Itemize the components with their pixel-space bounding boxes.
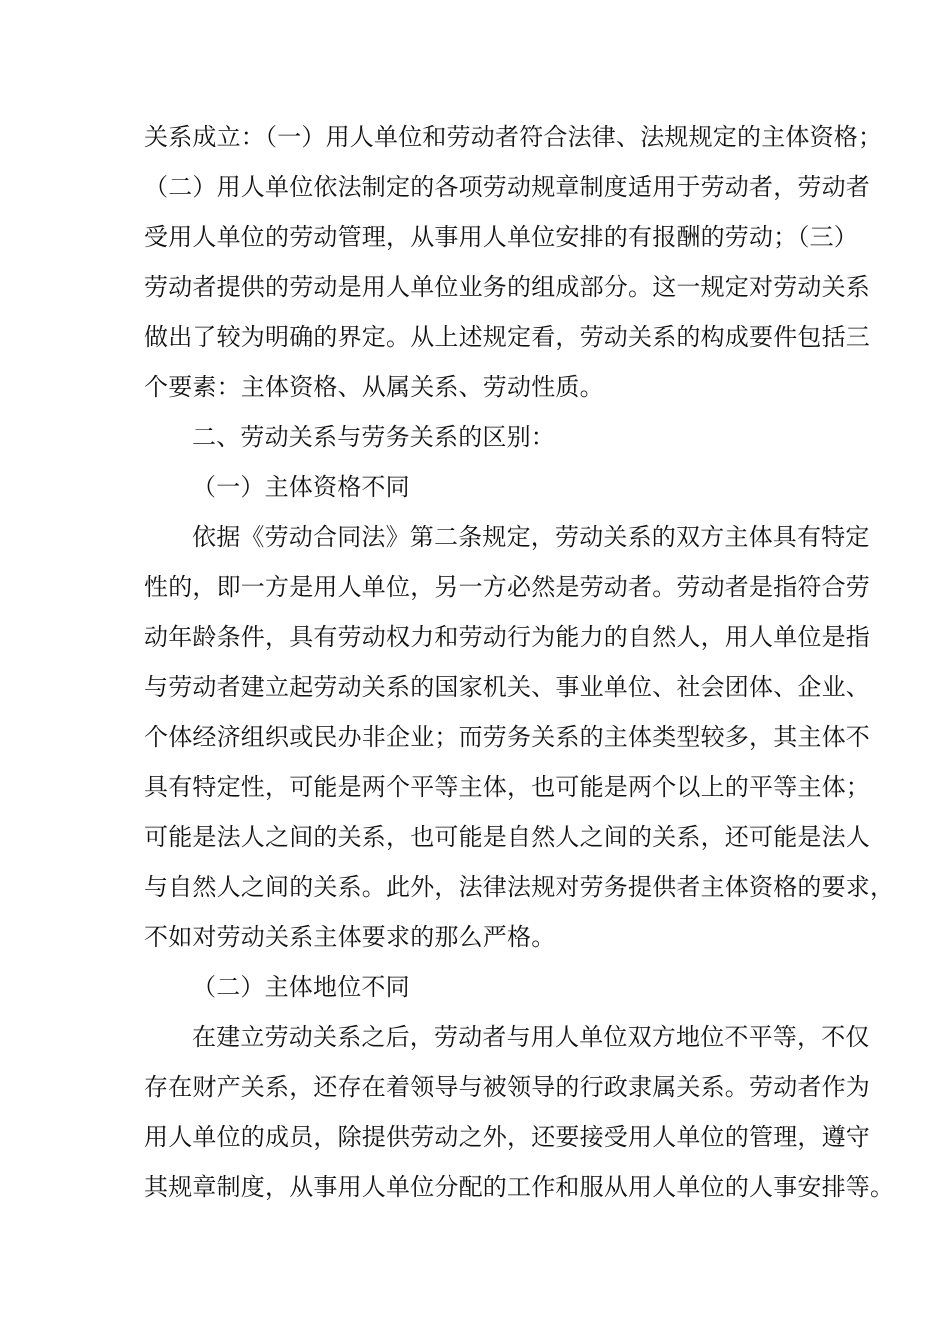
section-heading: 二、劳动关系与劳务关系的区别： (192, 423, 555, 451)
paragraph-line: 受用人单位的劳动管理，从事用人单位安排的有报酬的劳动；（三） (144, 223, 858, 251)
subsection-heading: （一）主体资格不同 (192, 473, 410, 501)
paragraph-line: 做出了较为明确的界定。从上述规定看，劳动关系的构成要件包括三 (144, 323, 870, 351)
paragraph-line: 与自然人之间的关系。此外，法律法规对劳务提供者主体资格的要求， (144, 873, 895, 901)
paragraph-line: 存在财产关系，还存在着领导与被领导的行政隶属关系。劳动者作为 (144, 1073, 870, 1101)
paragraph-line: 个要素：主体资格、从属关系、劳动性质。 (144, 373, 604, 401)
paragraph-line: 依据《劳动合同法》第二条规定，劳动关系的双方主体具有特定 (192, 523, 870, 551)
paragraph-line: 用人单位的成员，除提供劳动之外，还要接受用人单位的管理，遵守 (144, 1123, 870, 1151)
paragraph-line: 动年龄条件，具有劳动权力和劳动行为能力的自然人，用人单位是指 (144, 623, 870, 651)
paragraph-line: 可能是法人之间的关系，也可能是自然人之间的关系，还可能是法人 (144, 823, 870, 851)
paragraph-line: 劳动者提供的劳动是用人单位业务的组成部分。这一规定对劳动关系 (144, 273, 870, 301)
paragraph-line: 与劳动者建立起劳动关系的国家机关、事业单位、社会团体、企业、 (144, 673, 870, 701)
paragraph-line: 性的，即一方是用人单位，另一方必然是劳动者。劳动者是指符合劳 (144, 573, 870, 601)
paragraph-line: 在建立劳动关系之后，劳动者与用人单位双方地位不平等，不仅 (192, 1023, 870, 1051)
paragraph-line: 具有特定性，可能是两个平等主体，也可能是两个以上的平等主体； (144, 773, 870, 801)
paragraph-line: （二）用人单位依法制定的各项劳动规章制度适用于劳动者，劳动者 (144, 173, 870, 201)
paragraph-line: 其规章制度，从事用人单位分配的工作和服从用人单位的人事安排等。 (144, 1173, 895, 1201)
paragraph-line: 不如对劳动关系主体要求的那么严格。 (144, 923, 556, 951)
subsection-heading: （二）主体地位不同 (192, 973, 410, 1001)
paragraph-line: 个体经济组织或民办非企业；而劳务关系的主体类型较多，其主体不 (144, 723, 870, 751)
paragraph-line: 关系成立：（一）用人单位和劳动者符合法律、法规规定的主体资格； (144, 123, 883, 151)
